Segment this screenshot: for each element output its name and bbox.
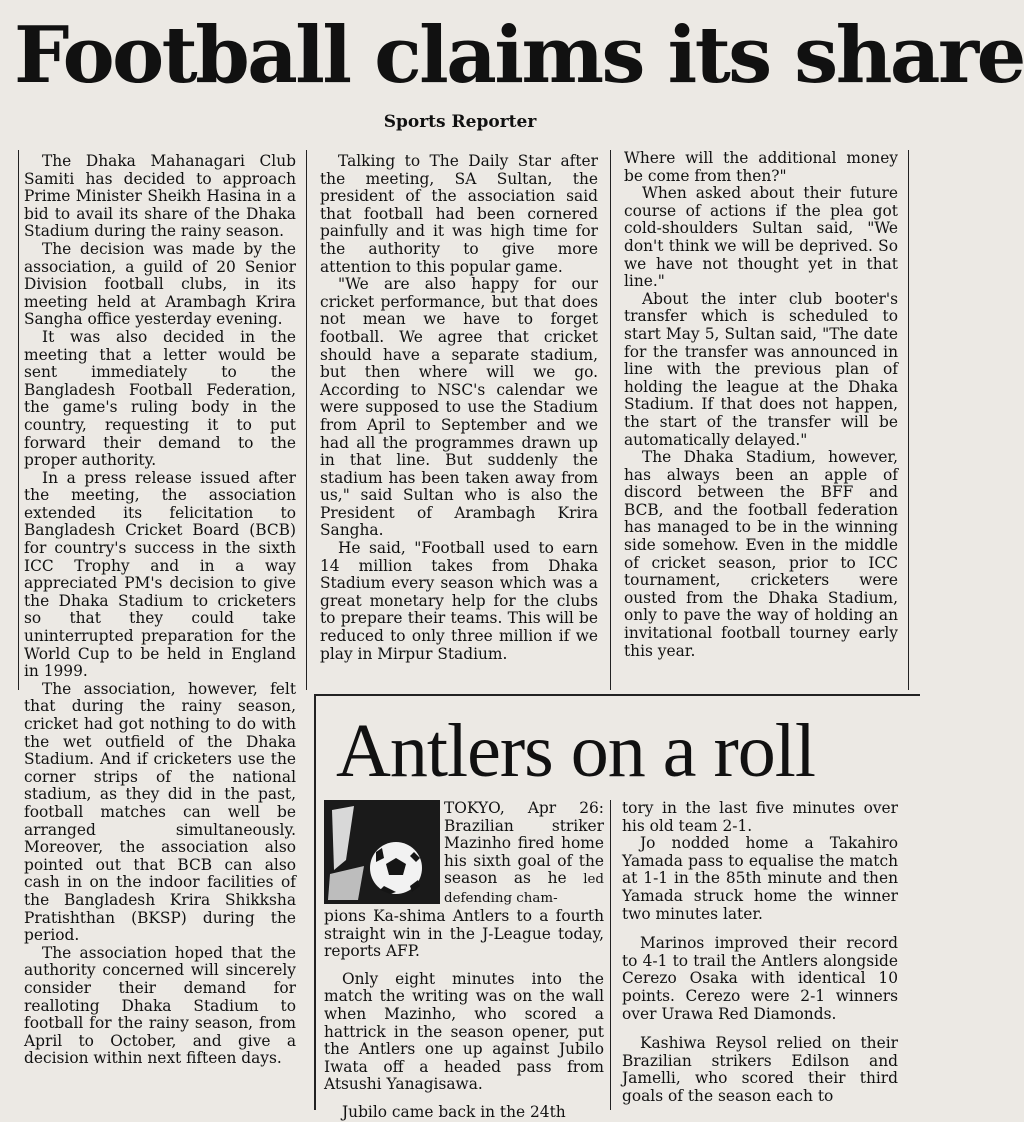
- article1-column-2: [320, 153, 598, 688]
- article2-column-1: [324, 907, 604, 1121]
- paragraph: Kashiwa Reysol relied on their Brazilian strikers Edilson and Jamelli, who scored their third goals of the season each to: [622, 1034, 898, 1105]
- box-rule-left: [314, 694, 316, 1110]
- paragraph: The Dhaka Mahanagari Club Samiti has decided to approach Prime Minister Sheikh Hasina in a bid to avail its share of the Dhaka Stadium during the rainy season.: [24, 152, 296, 241]
- paragraph: Only eight minutes into the match the writing was on the wall when Mazinho, who scored a hattrick in the season opener, put the Antlers one up against Jubilo Iwata off a headed pass from Atsushi Yanagisawa.: [324, 969, 604, 1094]
- byline: Sports Reporter: [383, 112, 537, 132]
- column-rule-2: [610, 150, 611, 690]
- headline-antlers-on-a-roll: Antlers on a roll: [336, 709, 816, 793]
- paragraph: "We are also happy for our cricket performance, but that does not mean we have to forget football. We agree that cricket should have a separate stadium, but then where will we go. According to NSC's calendar we were supposed to use the Stadium from April to September and we had all the programmes drawn up in that line. But suddenly the stadium has been taken away from us," said Sultan who is also the President of Arambagh Krira Sangha.: [320, 275, 598, 540]
- paragraph: Talking to The Daily Star after the meeting, SA Sultan, the president of the association said that football had been cornered painfully and it was high time for the authority to give more attention to this popular game.: [320, 152, 598, 276]
- box-rule-mid: [610, 800, 611, 1110]
- article1-column-1: [24, 153, 296, 1108]
- paragraph: The decision was made by the association, a guild of 20 Senior Division football clubs, in its meeting held at Arambagh Krira Sangha office yesterday evening.: [24, 239, 296, 329]
- lead-text: TOKYO, Apr 26: Brazilian striker Mazinho fired home his sixth goal of the season as he: [444, 799, 604, 888]
- paragraph: It was also decided in the meeting that a letter would be sent immediately to the Bangladesh Football Federation, the game's ruling body in the country, requesting it to put forward their demand to the proper authority.: [24, 327, 296, 470]
- paragraph: Where will the additional money be come from then?": [624, 149, 898, 185]
- article2-lead: [444, 800, 604, 912]
- headline-football-claims: Football claims its share: [14, 10, 1024, 101]
- paragraph: Marinos improved their record to 4-1 to trail the Antlers alongside Cerezo Osaka with identical 10 points. Cerezo were 2-1 winners over Urawa Red Diamonds.: [622, 934, 898, 1023]
- column-rule-left: [18, 150, 19, 690]
- soccer-ball-icon: [324, 800, 440, 904]
- lead-text-small: led defending cham-: [444, 872, 604, 906]
- paragraph: Jo nodded home a Takahiro Yamada pass to equalise the match at 1-1 in the 85th minute and then Yamada struck home the winner two minutes later.: [622, 834, 898, 923]
- paragraph: About the inter club booter's transfer which is scheduled to start May 5, Sultan said, "The date for the transfer was announced in line with the previous plan of holding the league at the Dhaka Stadium. If that does not happen, the start of the transfer will be automatically delayed.": [624, 289, 898, 449]
- column-rule-right: [908, 150, 909, 690]
- paragraph: pions Ka-shima Antlers to a fourth straight win in the J-League today, reports AFP.: [324, 907, 604, 961]
- box-rule-top: [314, 694, 920, 696]
- soccer-ball-photo-icon: [324, 800, 440, 904]
- article2-column-2: [622, 800, 898, 1110]
- paragraph: The association, however, felt that during the rainy season, cricket had got nothing to do with the wet outfield of the Dhaka Stadium. And if cricketers use the corner strips of the national stadium, as they did in the past, football matches can well be arranged simultaneously. Moreover, the association also pointed out that BCB can also cash in on the indoor facilities of the Bangladesh Krira Shikksha Pratishthan (BKSP) during the period.: [24, 679, 296, 945]
- paragraph: He said, "Football used to earn 14 million takes from Dhaka Stadium every season which was a great monetary help for the clubs to prepare their teams. This will be reduced to only three million if we play in Mirpur Stadium.: [320, 539, 598, 663]
- column-rule-1: [306, 150, 307, 690]
- paragraph: The Dhaka Stadium, however, has always been an apple of discord between the BFF and BCB, and the football federation has managed to be in the winning side somehow. Even in the middle of cricket season, prior to ICC tournament, cricketers were ousted from the Dhaka Stadium, only to pave the way of holding an invitational football tourney early this year.: [624, 448, 898, 660]
- article1-column-3: [624, 150, 898, 685]
- paragraph: When asked about their future course of actions if the plea got cold-shoulders Sultan said, "We don't think we will be deprived. So we have not thought yet in that line.": [624, 184, 898, 291]
- paragraph: Jubilo came back in the 24th: [342, 1102, 566, 1121]
- paragraph: The association hoped that the authority concerned will sincerely consider their demand for realloting Dhaka Stadium to football for the rainy season, from April to October, and give a decision within next fifteen days.: [24, 943, 296, 1068]
- paragraph: In a press release issued after the meeting, the association extended its felicitation to Bangladesh Cricket Board (BCB) for country's success in the sixth ICC Trophy and in a way appreciated PM's decision to give the Dhaka Stadium to cricketers so that they could take uninterrupted preparation for the World Cup to be held in England in 1999.: [24, 468, 296, 681]
- paragraph: tory in the last five minutes over his old team 2-1.: [622, 799, 898, 835]
